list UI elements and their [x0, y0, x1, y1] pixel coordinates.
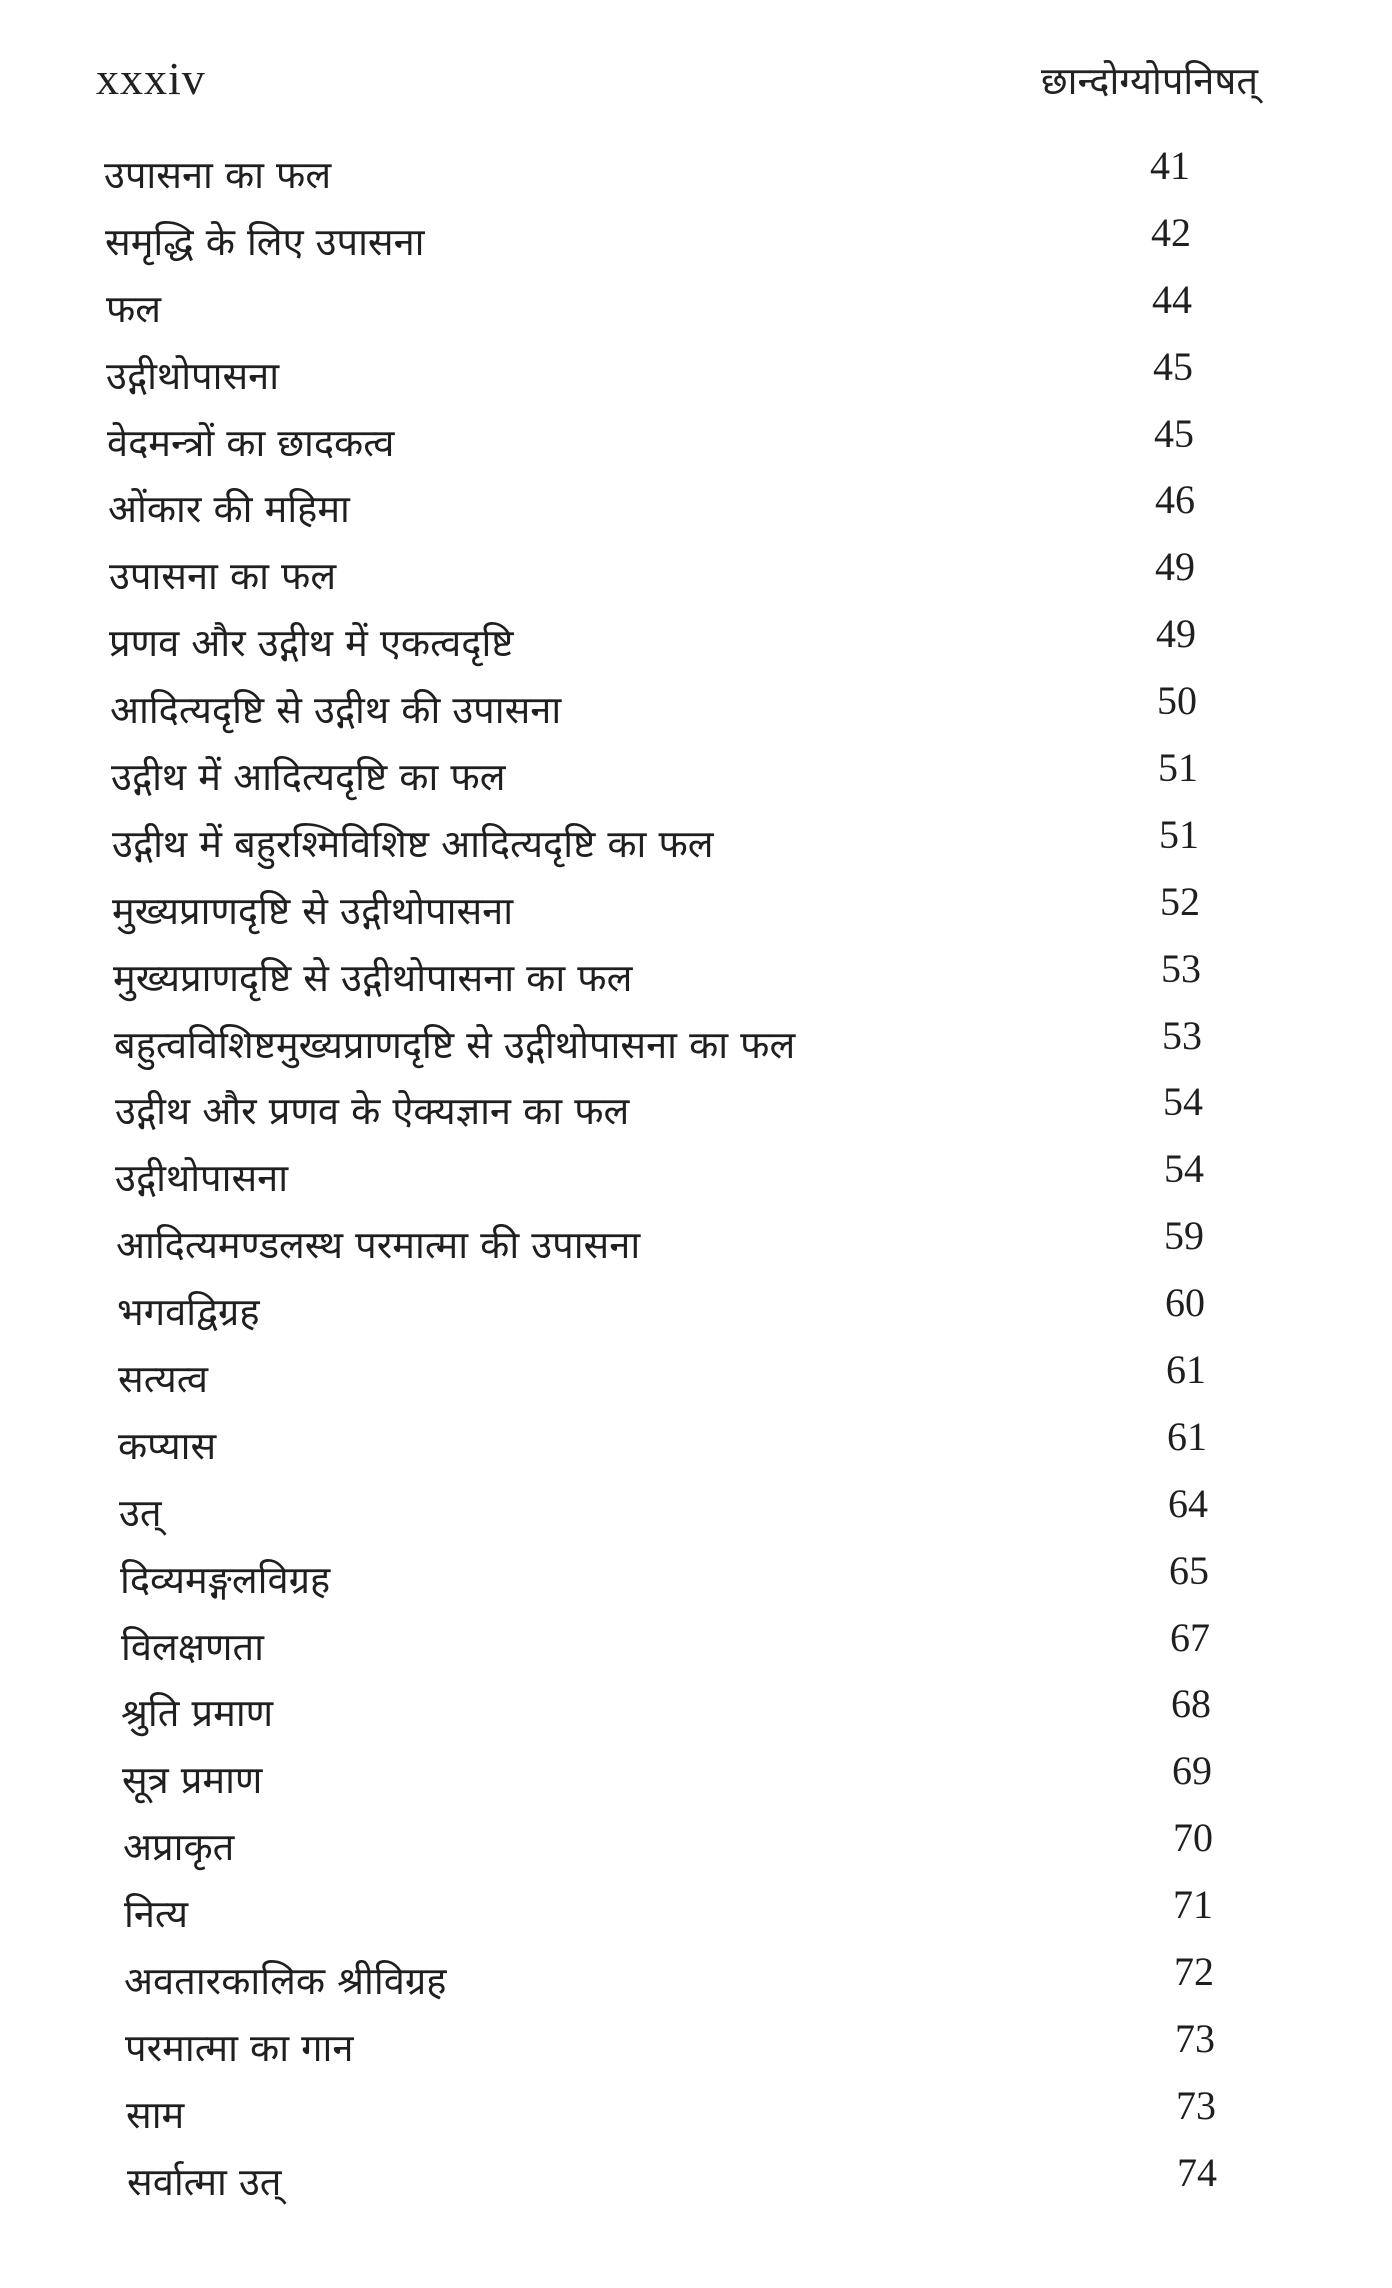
- toc-entry-label: मुख्यप्राणदृष्टि से उद्गीथोपासना का फल: [113, 955, 633, 1000]
- toc-entry-label: विलक्षणता: [121, 1624, 264, 1669]
- toc-entry-page: 54: [1163, 1079, 1203, 1125]
- toc-entry-label: प्रणव और उद्गीथ में एकत्वदृष्टि: [109, 621, 514, 666]
- toc-entry-label: ओंकार की महिमा: [108, 487, 350, 532]
- toc-entry-page: 72: [1174, 1949, 1214, 1995]
- toc-entry: [0, 1610, 1392, 1677]
- toc-entry-page: 49: [1155, 544, 1195, 590]
- toc-entry-label: परमात्मा का गान: [125, 2025, 354, 2070]
- toc-entry-page: 70: [1173, 1815, 1213, 1861]
- toc-entry: [0, 740, 1392, 807]
- toc-entry-page: 53: [1161, 945, 1201, 991]
- toc-entry-label: कप्यास: [118, 1423, 217, 1468]
- toc-entry-page: 67: [1170, 1614, 1210, 1660]
- toc-entry-page: 54: [1164, 1146, 1204, 1192]
- toc-entry-page: 52: [1160, 878, 1200, 924]
- toc-entry-label: उपासना का फल: [104, 153, 332, 197]
- toc-entry: [0, 339, 1392, 406]
- toc-entry-page: 74: [1177, 2149, 1217, 2195]
- toc-entry: [0, 539, 1392, 606]
- toc-entry: [0, 1877, 1392, 1944]
- toc-entry-label: अवतारकालिक श्रीविग्रह: [124, 1959, 447, 2004]
- toc-entry-label: नित्य: [124, 1892, 188, 1937]
- toc-entry-page: 61: [1166, 1347, 1206, 1393]
- toc-entry-page: 61: [1167, 1413, 1207, 1459]
- toc-entry-label: अप्राकृत: [123, 1825, 235, 1870]
- toc-entry-label: श्रुति प्रमाण: [121, 1691, 274, 1736]
- toc-entry: [0, 1074, 1392, 1141]
- toc-entry-label: बहुत्वविशिष्टमुख्यप्राणदृष्टि से उद्गीथोपासना का फल: [114, 1022, 796, 1067]
- toc-entry-page: 51: [1158, 745, 1198, 791]
- toc-entry-page: 51: [1159, 811, 1199, 857]
- toc-entry: [0, 138, 1392, 205]
- toc-entry: [0, 1944, 1392, 2011]
- toc-entry: [0, 1409, 1392, 1476]
- toc-entry-page: 49: [1156, 611, 1196, 657]
- toc-entry: [0, 1543, 1392, 1610]
- toc-entry: [0, 1476, 1392, 1543]
- toc-entry-label: दिव्यमङ्गलविग्रह: [120, 1557, 331, 1602]
- toc-entry: [0, 2011, 1392, 2078]
- toc-entry: [0, 941, 1392, 1008]
- toc-entry-page: 73: [1176, 2082, 1216, 2128]
- toc-entry-page: 45: [1153, 343, 1193, 389]
- toc-entry-label: समृद्धि के लिए उपासना: [105, 219, 425, 264]
- toc-entry-page: 45: [1154, 410, 1194, 456]
- toc-entry: [0, 1743, 1392, 1810]
- toc-entry-page: 69: [1172, 1748, 1212, 1794]
- toc-entry-label: भगवद्विग्रह: [117, 1290, 260, 1335]
- toc-entry-page: 73: [1175, 2015, 1215, 2061]
- toc-entry-page: 71: [1173, 1882, 1213, 1928]
- toc-entry-page: 46: [1155, 477, 1195, 523]
- toc-entry: [0, 1676, 1392, 1743]
- toc-entry-label: सत्यत्व: [118, 1357, 208, 1402]
- toc-entry: [0, 406, 1392, 473]
- running-title: छान्दोग्योपनिषत्: [1041, 59, 1258, 103]
- toc-entry-label: उद्गीथोपासना: [106, 353, 280, 398]
- toc-entry: [0, 874, 1392, 941]
- toc-entry-label: उत्: [119, 1490, 162, 1535]
- toc-entry-label: उपासना का फल: [109, 554, 337, 599]
- toc-entry-page: 60: [1165, 1280, 1205, 1326]
- page-number: xxxiv: [96, 53, 206, 104]
- toc-entry-label: आदित्यमण्डलस्थ परमात्मा की उपासना: [116, 1223, 641, 1268]
- toc-entry-page: 44: [1152, 276, 1192, 322]
- toc-entry-label: आदित्यदृष्टि से उद्गीथ की उपासना: [110, 688, 562, 733]
- toc-entry-label: सूत्र प्रमाण: [122, 1758, 263, 1803]
- toc-entry: [0, 807, 1392, 874]
- toc-entry: [0, 2078, 1392, 2145]
- toc-entry: [0, 472, 1392, 539]
- toc-entry-page: 65: [1169, 1547, 1209, 1593]
- toc-entry-page: 53: [1162, 1012, 1202, 1058]
- toc-entry-label: उद्गीथोपासना: [115, 1156, 289, 1201]
- toc-entry-label: फल: [106, 286, 162, 331]
- toc-entry-label: उद्गीथ में बहुरश्मिविशिष्ट आदित्यदृष्टि का फल: [112, 821, 714, 866]
- toc-entry: [0, 2145, 1392, 2212]
- toc-entry-page: 42: [1151, 209, 1191, 255]
- toc-entry-page: 59: [1164, 1213, 1204, 1259]
- toc-entry-page: 50: [1157, 678, 1197, 724]
- toc-entry-label: उद्गीथ और प्रणव के ऐक्यज्ञान का फल: [115, 1089, 630, 1134]
- toc-entry: [0, 1208, 1392, 1275]
- toc-entry: [0, 1810, 1392, 1877]
- toc-entry-page: 41: [1150, 143, 1190, 188]
- table-of-contents: [0, 138, 1392, 2212]
- toc-entry: [0, 1141, 1392, 1208]
- toc-entry-page: 68: [1171, 1681, 1211, 1727]
- toc-entry: [0, 1342, 1392, 1409]
- toc-entry: [0, 673, 1392, 740]
- toc-entry: [0, 1008, 1392, 1075]
- toc-entry: [0, 1275, 1392, 1342]
- toc-entry-label: साम: [126, 2092, 185, 2137]
- toc-entry: [0, 272, 1392, 339]
- toc-entry-page: 64: [1168, 1480, 1208, 1526]
- toc-entry: [0, 205, 1392, 272]
- toc-entry-label: उद्गीथ में आदित्यदृष्टि का फल: [111, 755, 506, 800]
- toc-entry-label: मुख्यप्राणदृष्टि से उद्गीथोपासना: [112, 888, 514, 933]
- toc-entry-label: सर्वात्मा उत्: [127, 2159, 282, 2204]
- toc-entry-label: वेदमन्त्रों का छादकत्व: [107, 420, 395, 465]
- toc-entry: [0, 606, 1392, 673]
